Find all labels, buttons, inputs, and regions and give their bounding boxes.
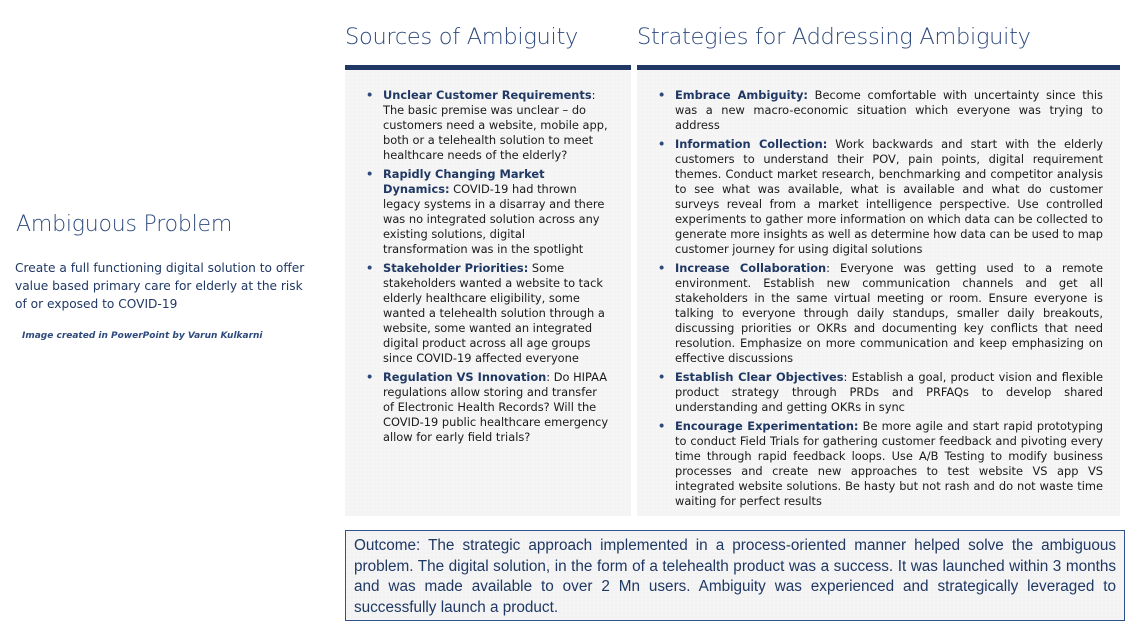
sources-heading: Sources of Ambiguity [345,24,578,50]
bullet-icon: • [658,261,666,275]
item-text: Become comfortable with uncertainty since this was a new macro-economic situation which everyone was trying to address [675,88,1103,132]
item-sep: : [591,88,596,102]
item-text: Be more agile and start rapid prototyping to conduct Field Trials for gathering customer feedback and pivoting every time through rapid feedback loops. Use A/B Testing to modify business processes and create new approaches to test website VS app VS integrated website solutions. Be hasty but not rash and do not waste time waiting for perfect results [675,419,1103,508]
bullet-icon: • [658,419,666,433]
item-term: Embrace Ambiguity: [675,88,808,102]
list-item [657,370,1103,415]
item-term: Increase Collaboration [675,261,827,275]
problem-title: Ambiguous Problem [16,212,233,237]
item-text: The basic premise was unclear – do customers need a website, mobile app, both or a telehealth solution to meet healthcare needs of the elderly? [383,103,608,162]
item-sep: : [843,370,848,384]
bullet-icon: • [658,137,666,151]
item-text: Work backwards and start with the elderly customers to understand their POV, pain points, digital requirement themes. Conduct market research, benchmarking and competitor analysis to see what was available, what is available and what do customer surveys reveal from a market intelligence perspective. Use controlled experiments to gather more information on which data can be collected to generate more insights as well as determine how data can be used to map customer journey for using digital solutions [675,137,1103,256]
list-item [657,137,1103,257]
item-term: Regulation VS Innovation [383,370,547,384]
item-term: Rapidly Changing Market Dynamics: [383,167,545,196]
bullet-icon: • [366,88,374,102]
list-item [657,261,1103,366]
list-item [365,167,610,257]
item-text: COVID-19 had thrown legacy systems in a disarray and there was no integrated solution across any existing solutions, digital transformation was in the spotlight [383,182,605,256]
bullet-icon: • [366,261,374,275]
sources-list [365,88,610,449]
bullet-icon: • [366,370,374,384]
strategies-heading: Strategies for Addressing Ambiguity [637,24,1031,50]
list-item [657,88,1103,133]
item-text: Do HIPAA regulations allow storing and transfer of Electronic Health Records? Will the COVID-19 public healthcare emergency allow for early field trials? [383,370,609,444]
item-term: Establish Clear Objectives [675,370,844,384]
image-credit: Image created in PowerPoint by Varun Kulkarni [22,331,263,341]
strategies-list [657,88,1103,513]
item-term: Unclear Customer Requirements [383,88,592,102]
outcome-box: Outcome: The strategic approach implemented in a process-oriented manner helped solve the ambiguous problem. The digital solution, in the form of a telehealth product was a success. It was launched within 3 months and was made available to over 2 Mn users. Ambiguity was experienced and strategically leveraged to successfully launch a product. [345,530,1125,621]
bullet-icon: • [658,370,666,384]
bullet-icon: • [366,167,374,181]
list-item [657,419,1103,509]
item-text: Everyone was getting used to a remote environment. Establish new communication channels and get all stakeholders in the same virtual meeting or room. Ensure everyone is talking to everyone through daily standups, smaller daily breakouts, discussing priorities or OKRs and documenting key conflicts that need resolution. Emphasize on more communication and keep emphasizing on effective discussions [675,261,1103,365]
item-term: Information Collection: [675,137,828,151]
list-item [365,261,610,366]
list-item [365,370,610,445]
item-term: Encourage Experimentation: [675,419,859,433]
bullet-icon: • [658,88,666,102]
list-item [365,88,610,163]
problem-description: Create a full functioning digital solution to offer value based primary care for elderly at the risk of or exposed to COVID-19 [15,261,305,311]
item-text: Some stakeholders wanted a website to tack elderly healthcare eligibility, some wanted a telehealth solution through a website, some wanted an integrated digital product across all age groups since COVID-19 affected everyone [383,261,605,365]
item-sep: : [546,370,551,384]
item-term: Stakeholder Priorities: [383,261,529,275]
item-sep: : [826,261,831,275]
sources-panel [345,70,631,516]
item-text: Establish a goal, product vision and flexible product strategy through PRDs and PRFAQs to develop shared understanding and getting OKRs in sync [675,370,1103,414]
strategies-panel [637,70,1120,516]
